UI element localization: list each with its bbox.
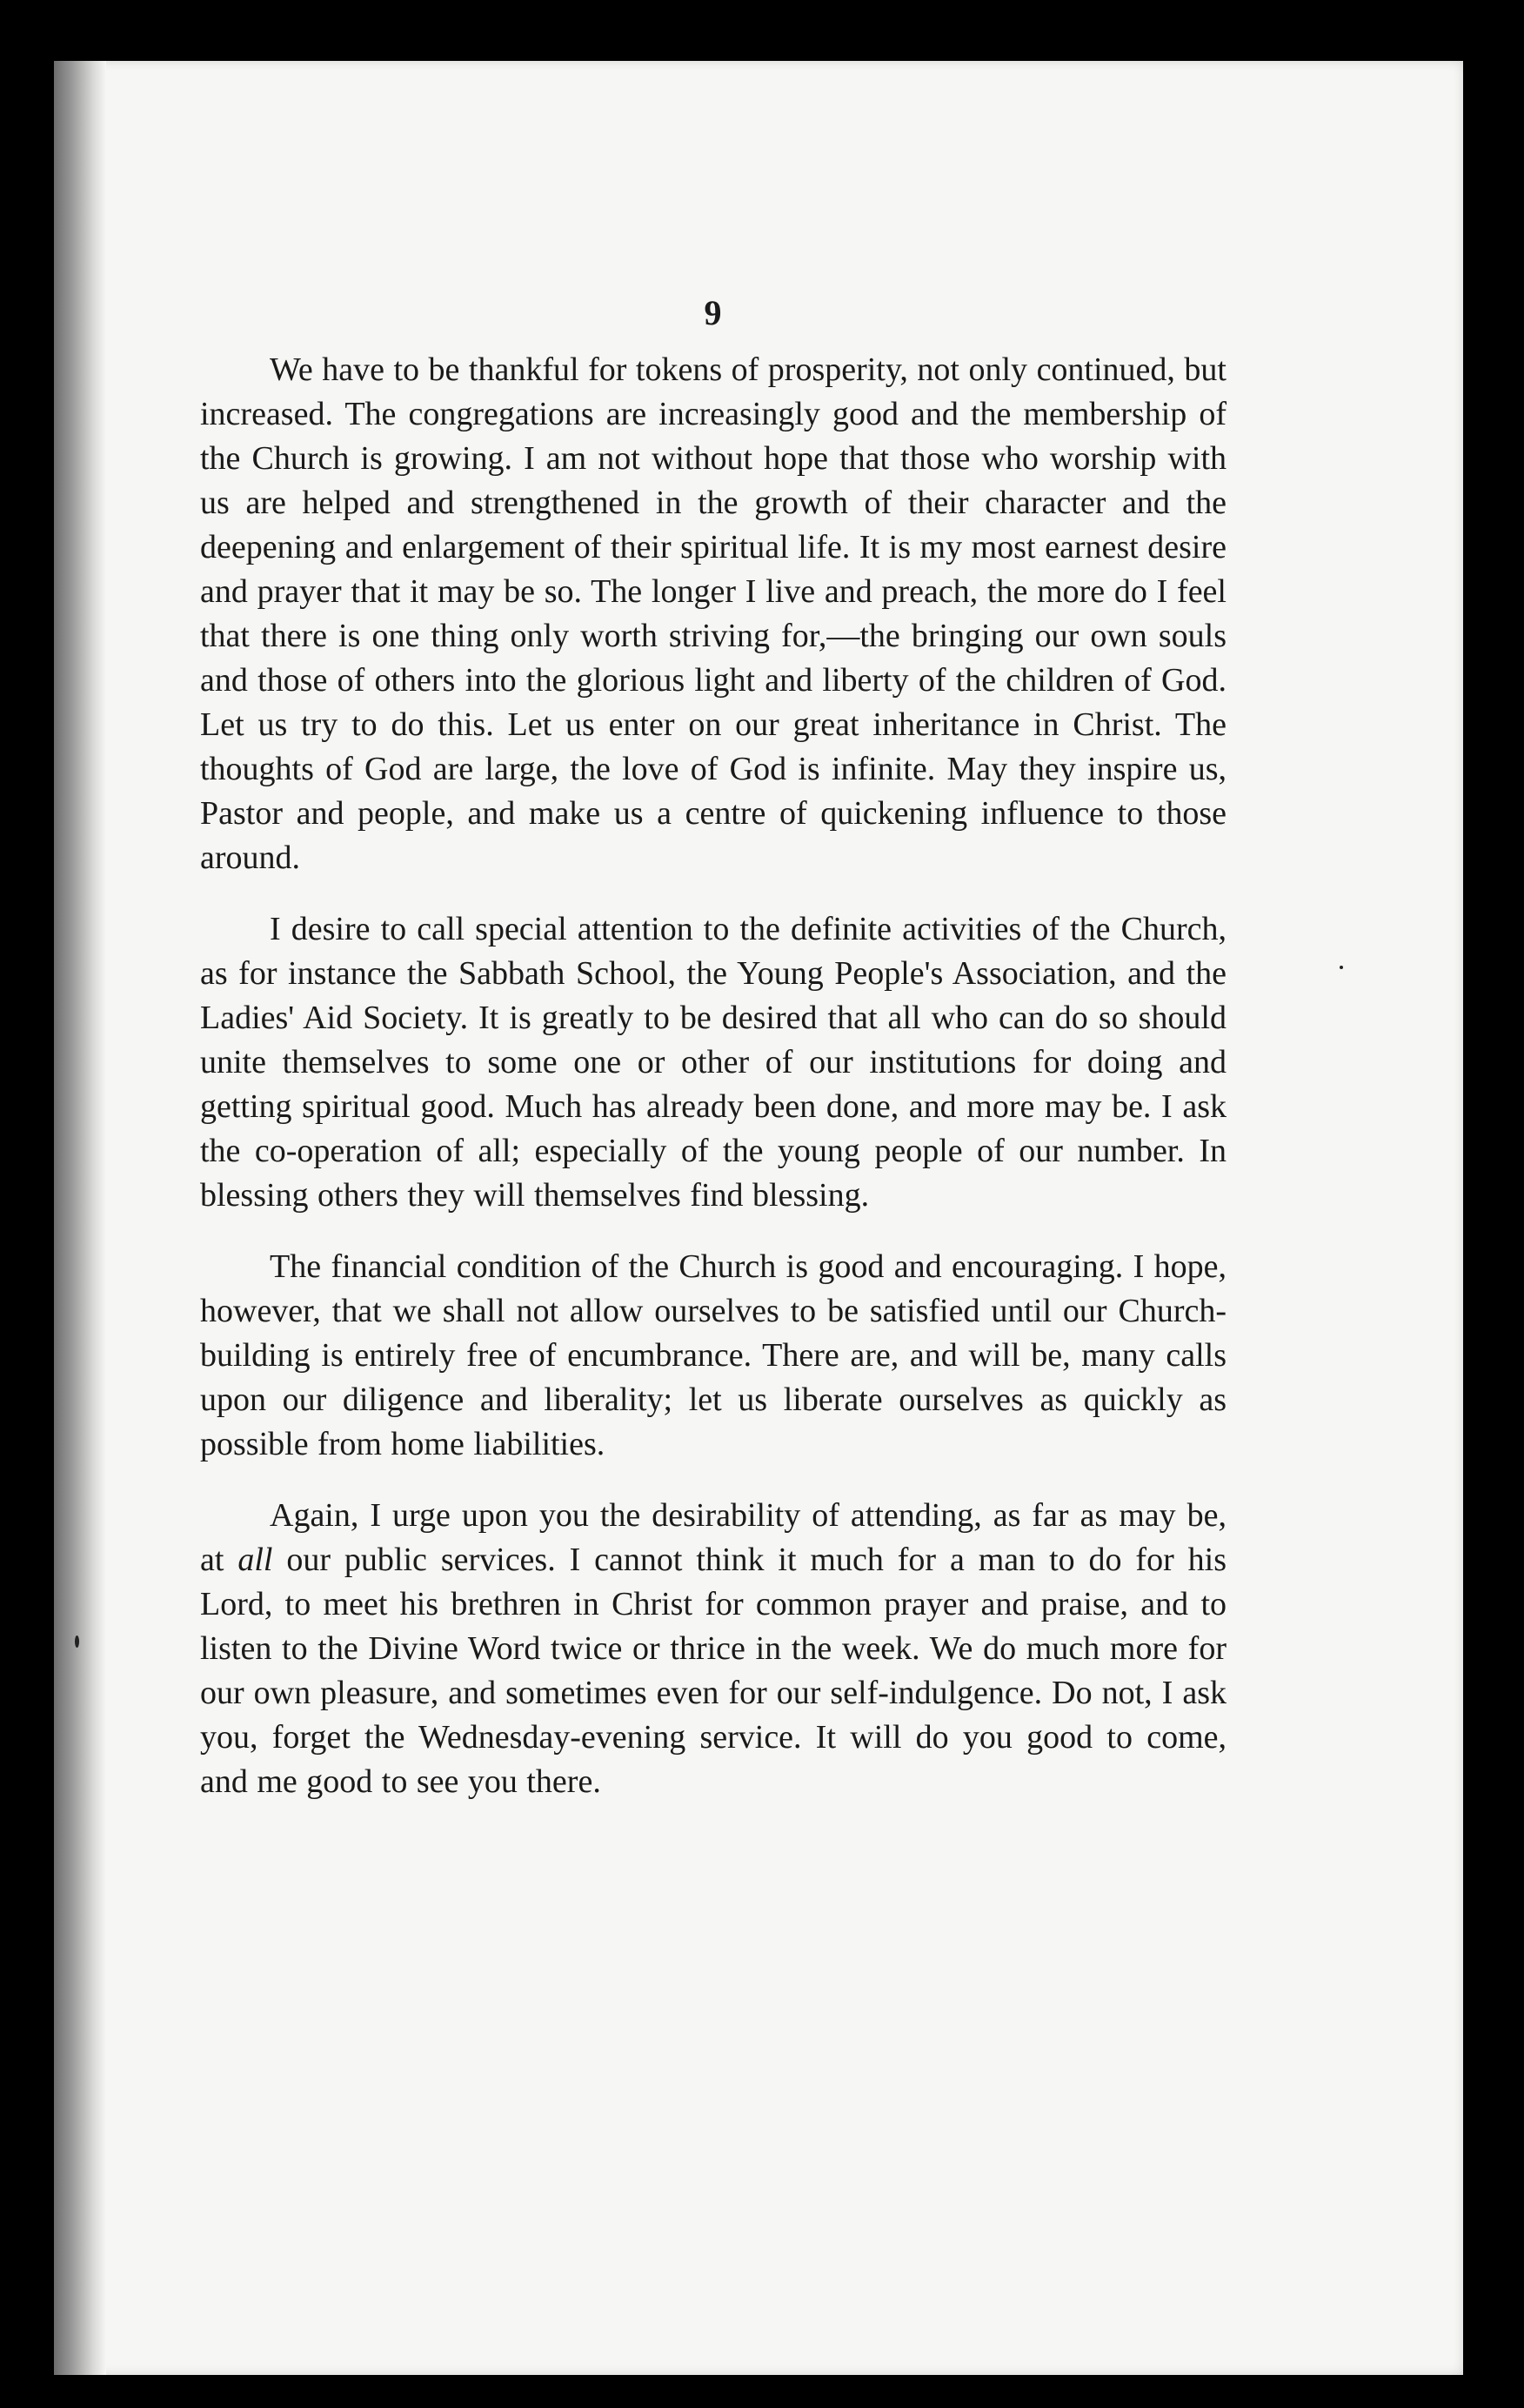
paragraph-church-activities: I desire to call special attention to the definite activities of the Church, as for instance the Sabbath School, the Young People's Association, and the Ladies' Aid Society. It is greatly to be desired that all who can do so should unite themselves to some one or other of our institutions for doing and getting spiritual good. Much has already been done, and more may be. I ask the co-operation of all; especially of the young people of our number. In blessing others they will themselves find blessing. bbox=[200, 911, 1227, 1214]
paragraph-public-services bbox=[200, 1494, 1227, 1804]
scan-speck bbox=[75, 1635, 79, 1648]
page-number: 9 bbox=[704, 293, 723, 332]
scan-speck bbox=[1340, 966, 1343, 969]
paragraph-text-before-emphasis: Again, I urge upon you the desirability of attending, as far as may be, at bbox=[200, 1497, 1227, 1578]
paragraph-financial-condition: The financial condition of the Church is good and encouraging. I hope, however, that we shall not allow ourselves to be satisfied until our Church-building is entirely free of encumbrance. There are, and will be, many calls upon our diligence and liberality; let us liberate ourselves as quickly as possible from home liabilities. bbox=[200, 1248, 1227, 1462]
binding-gutter-shadow bbox=[54, 61, 106, 2375]
emphasized-word: all bbox=[237, 1542, 273, 1578]
paragraph-text-after-emphasis: our public services. I cannot think it much for a man to do for his Lord, to meet his brethren in Christ for common prayer and praise, and to listen to the Divine Word twice or thrice in the week. We do much more for our own pleasure, and sometimes even for our self-indulgence. Do not, I ask you, forget the Wednesday-evening service. It will do you good to come, and me good to see you there. bbox=[200, 1542, 1227, 1800]
page-content bbox=[200, 287, 1227, 2114]
paragraph-prosperity: We have to be thankful for tokens of prosperity, not only continued, but increased. The congregations are increasingly good and the membership of the Church is growing. I am not without hope that those who worship with us are helped and strengthened in the growth of their character and the deepening and enlargement of their spiritual life. It is my most earnest desire and prayer that it may be so. The longer I live and preach, the more do I feel that there is one thing only worth striving for,—the bringing our own souls and those of others into the glorious light and liberty of the children of God. Let us try to do this. Let us enter on our great inheritance in Christ. The thoughts of God are large, the love of God is infinite. May they inspire us, Pastor and people, and make us a centre of quickening influence to those around. bbox=[200, 351, 1227, 876]
